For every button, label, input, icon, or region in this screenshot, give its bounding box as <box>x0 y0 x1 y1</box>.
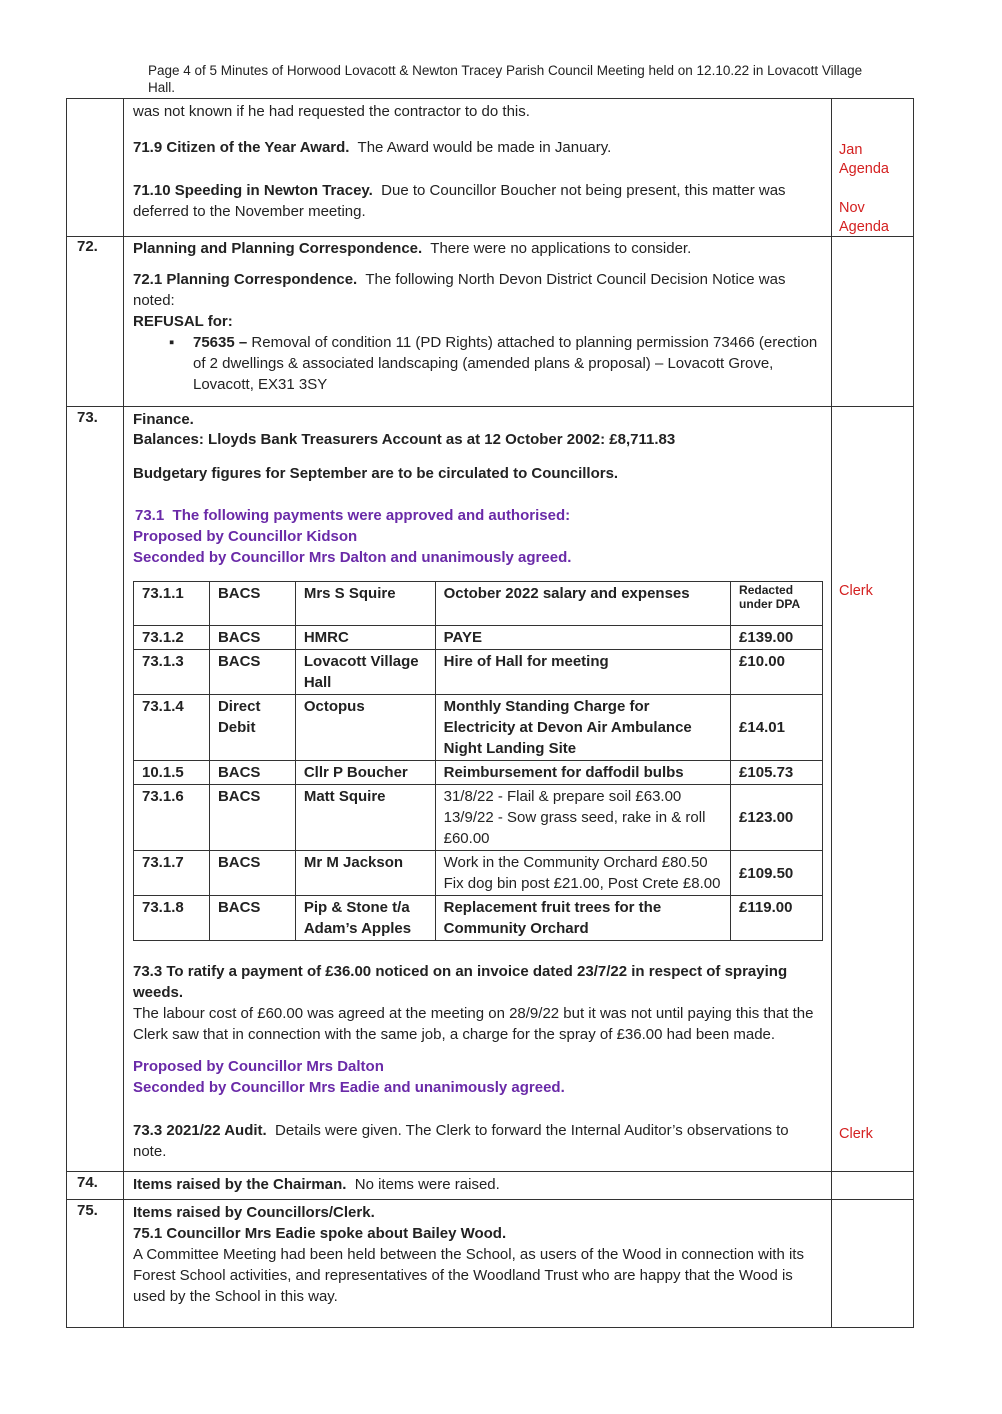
payment-ref: 73.1.7 <box>134 851 210 896</box>
payment-method: BACS <box>209 851 295 896</box>
payments-heading-text: The following payments were approved and authorised: <box>172 507 571 524</box>
item-71-9-text: The Award would be made in January. <box>357 139 612 156</box>
table-row <box>134 626 823 650</box>
payment-payee: Cllr P Boucher <box>295 761 435 785</box>
payment-ref: 73.1.2 <box>134 626 210 650</box>
item-71-10-text: Due to Councillor Boucher not being present, this matter was deferred to the November meeting. <box>133 182 786 220</box>
table-row <box>134 695 823 761</box>
action-clerk: Clerk <box>839 583 873 599</box>
row-divider <box>67 406 913 407</box>
payment-ref: 10.1.5 <box>134 761 210 785</box>
detail-line: 13/9/22 - Sow grass seed, rake in & roll £60.00 <box>443 809 706 847</box>
item-75-title: Items raised by Councillors/Clerk. <box>133 1204 375 1221</box>
ratify-title: 73.3 To ratify a payment of £36.00 noticed on an invoice dated 23/7/22 in respect of spraying weeds. <box>133 963 788 1001</box>
audit-title: 73.3 2021/22 Audit. <box>133 1122 267 1139</box>
item-75-1-title: 75.1 Councillor Mrs Eadie spoke about Bailey Wood. <box>133 1225 507 1242</box>
payment-payee: Pip & Stone t/a Adam’s Apples <box>295 896 435 941</box>
payment-ref: 73.1.1 <box>134 582 210 626</box>
payment-detail: Replacement fruit trees for the Community Orchard <box>435 896 730 941</box>
action-clerk: Clerk <box>839 1126 873 1142</box>
audit-item <box>133 1120 825 1162</box>
action-jan-agenda: Jan Agenda <box>839 142 889 177</box>
item-72-1-text: The following North Devon District Council Decision Notice was noted: <box>133 271 786 309</box>
column-divider <box>123 99 124 1327</box>
item-71-9-title: 71.9 Citizen of the Year Award. <box>133 139 350 156</box>
balances-line: Balances: Lloyds Bank Treasurers Account as at 12 October 2002: £8,711.83 <box>133 431 676 448</box>
payments-heading-number: 73.1 <box>135 507 165 524</box>
minutes-table <box>66 98 914 1328</box>
payment-payee: Mrs S Squire <box>295 582 435 626</box>
payment-detail <box>435 851 730 896</box>
payment-amount: £119.00 <box>731 896 823 941</box>
detail-line: Fix dog bin post £21.00, Post Crete £8.00 <box>443 875 721 892</box>
item-72-1 <box>133 269 825 395</box>
table-row <box>134 851 823 896</box>
seconded-line: Seconded by Councillor Mrs Dalton and unanimously agreed. <box>133 549 572 566</box>
payment-amount <box>731 582 823 626</box>
application-description: Removal of condition 11 (PD Rights) attached to planning permission 73466 (erection of 2 dwellings & associated landscaping (amended plans & proposal) – Lovacott Grove, Lovacott, EX31 3SY <box>193 334 818 393</box>
payment-ref: 73.1.4 <box>134 695 210 761</box>
payment-detail: PAYE <box>435 626 730 650</box>
table-row <box>134 785 823 851</box>
payment-detail: Monthly Standing Charge for Electricity at Devon Air Ambulance Night Landing Site <box>435 695 730 761</box>
payment-detail: Hire of Hall for meeting <box>435 650 730 695</box>
ratify-seconded: Seconded by Councillor Mrs Eadie and unanimously agreed. <box>133 1079 565 1096</box>
refusal-label: REFUSAL for: <box>133 313 233 330</box>
payment-payee: Matt Squire <box>295 785 435 851</box>
item-74-text: No items were raised. <box>354 1176 500 1193</box>
item-71-10 <box>133 180 825 222</box>
table-row <box>134 582 823 626</box>
row-divider <box>67 236 913 237</box>
item-72-heading <box>133 238 825 259</box>
payment-method: BACS <box>209 626 295 650</box>
redacted-note: Redacted under DPA <box>739 583 801 611</box>
finance-title: Finance. <box>133 411 194 428</box>
table-row <box>134 761 823 785</box>
payments-heading <box>135 505 827 526</box>
audit-text: Details were given. The Clerk to forward the Internal Auditor’s observations to note. <box>133 1122 789 1160</box>
carry-over-text: was not known if he had requested the contractor to do this. <box>133 103 530 120</box>
column-divider <box>831 99 832 1327</box>
item-75-1-text: A Committee Meeting had been held between the School, as users of the Wood in connection with its Forest School activities, and representatives of the Woodland Trust who are happy that the Wood is used by the School in this way. <box>133 1246 804 1305</box>
payment-method: BACS <box>209 785 295 851</box>
application-ref: 75635 – <box>193 334 248 351</box>
payment-detail <box>435 785 730 851</box>
item-71-10-title: 71.10 Speeding in Newton Tracey. <box>133 182 373 199</box>
payment-detail: October 2022 salary and expenses <box>435 582 730 626</box>
item-72-1-title: 72.1 Planning Correspondence. <box>133 271 358 288</box>
table-row <box>134 896 823 941</box>
payment-method: BACS <box>209 761 295 785</box>
refusal-list <box>133 332 825 395</box>
item-number-75: 75. <box>77 1202 98 1219</box>
item-number-72: 72. <box>77 238 98 255</box>
payment-payee: Lovacott Village Hall <box>295 650 435 695</box>
table-row <box>134 650 823 695</box>
payment-method: BACS <box>209 896 295 941</box>
page-header: Page 4 of 5 Minutes of Horwood Lovacott & Newton Tracey Parish Council Meeting held on 12.10.22 in Lovacott Village Hall. <box>148 63 863 95</box>
payment-ref: 73.1.6 <box>134 785 210 851</box>
detail-line: Work in the Community Orchard £80.50 <box>443 854 708 871</box>
payment-detail: Reimbursement for daffodil bulbs <box>435 761 730 785</box>
payment-ref: 73.1.8 <box>134 896 210 941</box>
payment-amount: £14.01 <box>731 695 823 761</box>
item-71-9 <box>133 137 825 158</box>
payment-amount: £10.00 <box>731 650 823 695</box>
payment-payee: HMRC <box>295 626 435 650</box>
item-74 <box>133 1174 825 1195</box>
budgetary-line: Budgetary figures for September are to be circulated to Councillors. <box>133 465 619 482</box>
payment-method: BACS <box>209 650 295 695</box>
payment-amount: £123.00 <box>731 785 823 851</box>
payment-payee: Mr M Jackson <box>295 851 435 896</box>
payment-amount: £139.00 <box>731 626 823 650</box>
item-72-title: Planning and Planning Correspondence. <box>133 240 423 257</box>
row-divider <box>67 1199 913 1200</box>
detail-line: 31/8/22 - Flail & prepare soil £63.00 <box>443 788 682 805</box>
payment-ref: 73.1.3 <box>134 650 210 695</box>
ratify-proposed: Proposed by Councillor Mrs Dalton <box>133 1058 384 1075</box>
list-item <box>193 332 825 395</box>
item-72-text: There were no applications to consider. <box>430 240 692 257</box>
item-number-73: 73. <box>77 409 98 426</box>
item-74-title: Items raised by the Chairman. <box>133 1176 347 1193</box>
payment-amount: £105.73 <box>731 761 823 785</box>
payments-table <box>133 581 823 941</box>
row-divider <box>67 1171 913 1172</box>
ratify-text: The labour cost of £60.00 was agreed at the meeting on 28/9/22 but it was not until paying this that the Clerk saw that in connection with the same job, a charge for the spray of £36.00 had been made. <box>133 1005 814 1043</box>
item-number-74: 74. <box>77 1174 98 1191</box>
action-nov-agenda: Nov Agenda <box>839 200 889 235</box>
payment-method: Direct Debit <box>209 695 295 761</box>
payment-method: BACS <box>209 582 295 626</box>
payment-amount: £109.50 <box>731 851 823 896</box>
payment-payee: Octopus <box>295 695 435 761</box>
proposed-line: Proposed by Councillor Kidson <box>133 528 358 545</box>
